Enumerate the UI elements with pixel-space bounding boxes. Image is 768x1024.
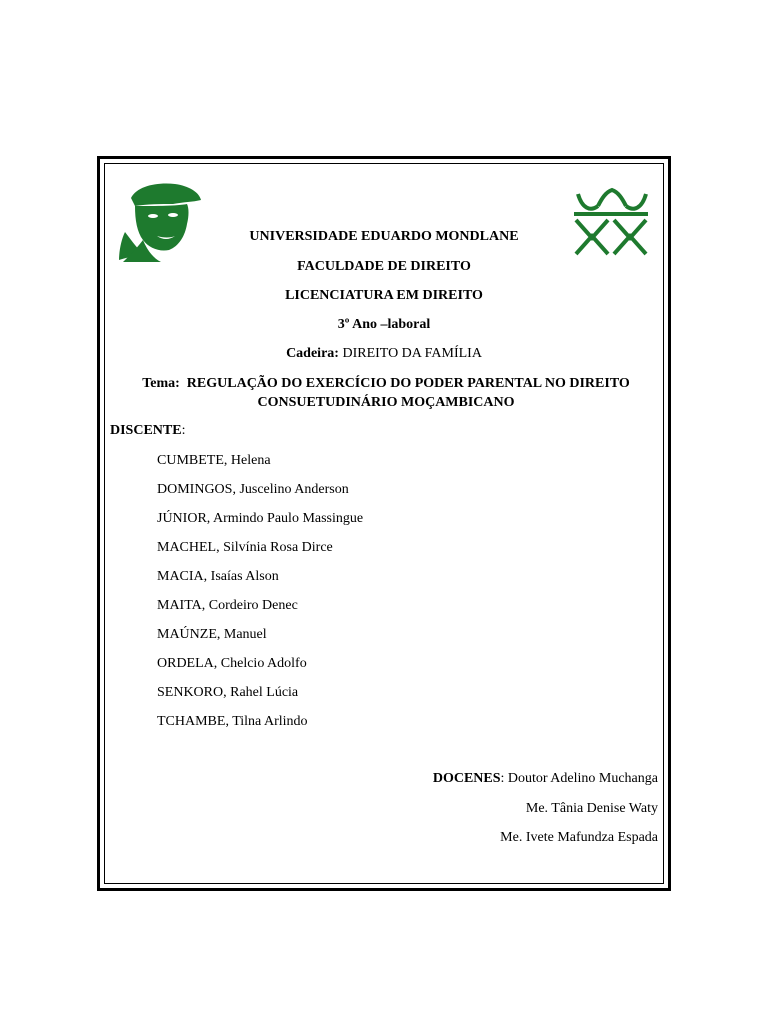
cadeira-label: Cadeira: (286, 346, 339, 361)
faculty-name: FACULDADE DE DIREITO (297, 259, 471, 274)
degree-name: LICENCIATURA EM DIREITO (285, 288, 483, 303)
docente-third: Me. Ivete Mafundza Espada (500, 830, 658, 845)
tema-title-line-2: CONSUETUDINÁRIO MOÇAMBICANO (257, 395, 515, 410)
year-label: 3º Ano –laboral (337, 317, 431, 332)
docente-first: : Doutor Adelino Muchanga (500, 771, 658, 786)
tema-label: Tema: (142, 376, 180, 391)
student-item: MACHEL, Silvínia Rosa Dirce (157, 540, 333, 555)
discente-heading (110, 423, 185, 439)
student-item: TCHAMBE, Tilna Arlindo (157, 714, 308, 729)
tema-title-line-1: REGULAÇÃO DO EXERCÍCIO DO PODER PARENTAL NO DIREITO (186, 376, 630, 391)
student-item: CUMBETE, Helena (157, 453, 271, 468)
docentes-label: DOCENES (432, 771, 501, 786)
student-list (157, 452, 363, 742)
discente-colon: : (181, 423, 186, 438)
student-item: MACIA, Isaías Alson (157, 569, 279, 584)
student-item: SENKORO, Rahel Lúcia (157, 685, 299, 700)
student-item: MAITA, Cordeiro Denec (157, 598, 298, 613)
student-item: DOMINGOS, Juscelino Anderson (157, 482, 349, 497)
cadeira-value: DIREITO DA FAMÍLIA (342, 346, 482, 361)
discente-label: DISCENTE (110, 423, 182, 438)
portrait-logo-icon (117, 180, 205, 262)
docente-second: Me. Tânia Denise Waty (525, 801, 658, 816)
tema-line-1 (110, 374, 662, 393)
uem-emblem-icon (572, 184, 650, 258)
university-name: UNIVERSIDADE EDUARDO MONDLANE (249, 229, 519, 244)
tema-block (110, 374, 662, 412)
student-item: ORDELA, Chelcio Adolfo (157, 656, 307, 671)
student-item: MAÚNZE, Manuel (157, 627, 267, 642)
docentes-line (433, 771, 658, 787)
student-item: JÚNIOR, Armindo Paulo Massingue (157, 511, 364, 526)
cadeira-line (100, 346, 668, 362)
